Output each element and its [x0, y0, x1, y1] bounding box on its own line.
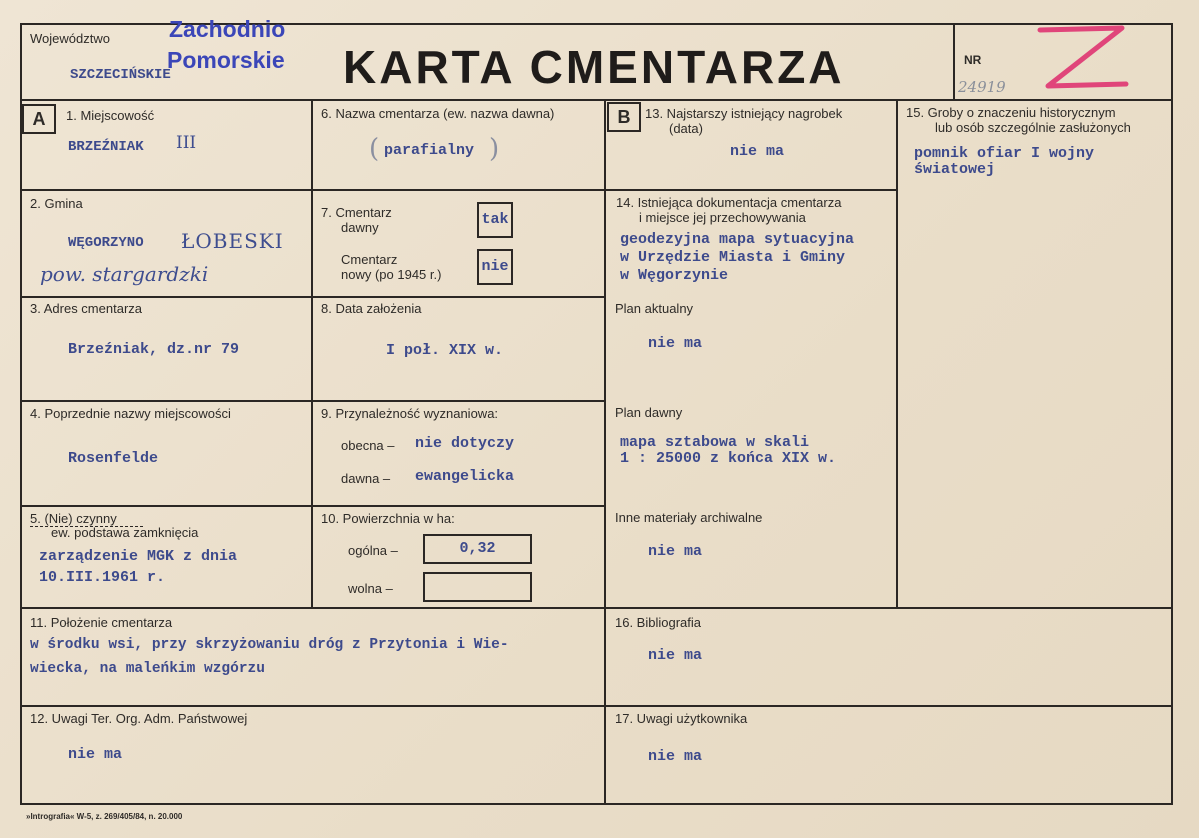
- field-1-label: 1. Miejscowość: [66, 108, 155, 123]
- field-5-label-2: ew. podstawa zamknięcia: [51, 525, 199, 540]
- field-11-label: 11. Położenie cmentarza: [30, 615, 173, 630]
- border-bottom: [20, 803, 1173, 805]
- field-11-value-1: w środku wsi, przy skrzyżowaniu dróg z Przytonia i Wie-: [30, 637, 509, 653]
- field-6-paren-open: (: [369, 134, 380, 164]
- field-2-value: WĘGORZYNO: [68, 235, 144, 251]
- section-b-badge: B: [607, 102, 641, 132]
- header-divider: [20, 99, 1172, 101]
- field-9-label: 9. Przynależność wyznaniowa:: [321, 406, 499, 421]
- row-divider-1: [20, 189, 897, 191]
- field-17-value: nie ma: [648, 748, 703, 765]
- archive-value: nie ma: [648, 543, 703, 560]
- field-8-value: I poł. XIX w.: [386, 342, 504, 359]
- row-divider-6: [20, 705, 1172, 707]
- field-13-label-1: 13. Najstarszy istniejący nagrobek: [645, 106, 843, 121]
- field-3-label: 3. Adres cmentarza: [30, 301, 142, 316]
- nr-label: NR: [964, 53, 982, 67]
- field-5-label-1: 5. (Nie) czynny: [30, 511, 143, 527]
- field-14-label-1: 14. Istniejąca dokumentacja cmentarza: [616, 195, 842, 210]
- field-16-label: 16. Bibliografia: [615, 615, 701, 630]
- field-14-label-2: i miejsce jej przechowywania: [639, 210, 806, 225]
- plan-old-value-2: 1 : 25000 z końca XIX w.: [620, 450, 837, 467]
- field-8-label: 8. Data założenia: [321, 301, 422, 316]
- field-7-new-box: nie: [477, 249, 513, 285]
- field-16-value: nie ma: [648, 647, 703, 664]
- field-4-label: 4. Poprzednie nazwy miejscowości: [30, 406, 231, 421]
- border-left: [20, 23, 22, 805]
- field-7-label-2b: nowy (po 1945 r.): [341, 267, 442, 282]
- plan-old-value-1: mapa sztabowa w skali: [620, 434, 810, 451]
- print-footer: »Intrografia« W-5, z. 269/405/84, n. 20.000: [26, 812, 183, 821]
- field-13-value: nie ma: [730, 143, 785, 160]
- section-a-badge: A: [22, 104, 56, 134]
- field-9-former-label: dawna –: [341, 471, 391, 486]
- field-17-label: 17. Uwagi użytkownika: [615, 711, 748, 726]
- field-6-paren-close: ): [489, 134, 500, 164]
- field-7-label-2a: Cmentarz: [341, 252, 398, 267]
- row-divider-3: [20, 400, 605, 402]
- col-divider-3: [896, 99, 898, 609]
- field-15-label-2: lub osób szczególnie zasłużonych: [935, 120, 1131, 135]
- nr-divider: [953, 23, 955, 100]
- field-9-former-value: ewangelicka: [415, 468, 515, 485]
- plan-old-label: Plan dawny: [615, 405, 683, 420]
- field-14-value-2: w Urzędzie Miasta i Gminy: [620, 249, 846, 266]
- field-10-free-box: [423, 572, 532, 602]
- field-4-value: Rosenfelde: [68, 450, 159, 467]
- field-6-value: parafialny: [384, 142, 475, 159]
- col-divider-1: [311, 99, 313, 609]
- row-divider-2: [20, 296, 605, 298]
- row-divider-4: [20, 505, 605, 507]
- field-2-hand-county: ŁOBESKI: [181, 229, 284, 253]
- field-13-label-2: (data): [669, 121, 703, 136]
- field-5-value-1: zarządzenie MGK z dnia: [39, 548, 238, 565]
- field-14-value-3: w Węgorzynie: [620, 267, 729, 284]
- stamp-line-2: Pomorskie: [167, 47, 285, 73]
- field-7-old-box: tak: [477, 202, 513, 238]
- field-6-label: 6. Nazwa cmentarza (ew. nazwa dawna): [321, 106, 555, 121]
- plan-current-value: nie ma: [648, 335, 703, 352]
- field-9-current-value: nie dotyczy: [415, 435, 515, 452]
- field-2-label: 2. Gmina: [30, 196, 83, 211]
- field-12-label: 12. Uwagi Ter. Org. Adm. Państwowej: [30, 711, 248, 726]
- col-divider-2: [604, 99, 606, 805]
- field-2-hand-district: pow. stargardzki: [40, 262, 209, 286]
- page-title: KARTA CMENTARZA: [343, 41, 845, 93]
- field-14-value-1: geodezyjna mapa sytuacyjna: [620, 231, 855, 248]
- border-right: [1171, 23, 1173, 805]
- field-11-value-2: wiecka, na maleńkim wzgórzu: [30, 661, 265, 677]
- stamp-line-1: Zachodnio: [169, 16, 286, 42]
- field-10-label: 10. Powierzchnia w ha:: [321, 511, 455, 526]
- nr-value: 24919: [958, 78, 1006, 96]
- voivodeship-value: SZCZECIŃSKIE: [70, 67, 171, 83]
- field-15-value-1: pomnik ofiar I wojny: [914, 145, 1095, 162]
- plan-current-label: Plan aktualny: [615, 301, 694, 316]
- archive-label: Inne materiały archiwalne: [615, 510, 763, 525]
- field-10-free-label: wolna –: [348, 581, 393, 596]
- field-10-total-box: 0,32: [423, 534, 532, 564]
- field-15-label-1: 15. Groby o znaczeniu historycznym: [906, 105, 1116, 120]
- field-9-current-label: obecna –: [341, 438, 395, 453]
- field-12-value: nie ma: [68, 746, 123, 763]
- field-1-value: BRZEŹNIAK: [68, 139, 144, 155]
- field-3-value: Brzeźniak, dz.nr 79: [68, 341, 240, 358]
- field-10-total-label: ogólna –: [348, 543, 398, 558]
- voivodeship-label: Województwo: [30, 31, 110, 46]
- field-7-label-1a: 7. Cmentarz: [321, 205, 392, 220]
- field-5-value-2: 10.III.1961 r.: [39, 569, 166, 586]
- field-7-label-1b: dawny: [341, 220, 379, 235]
- z-mark-icon: [1032, 22, 1132, 100]
- field-1-hand-note: III: [176, 133, 197, 153]
- field-15-value-2: światowej: [914, 161, 996, 178]
- row-divider-5: [20, 607, 1172, 609]
